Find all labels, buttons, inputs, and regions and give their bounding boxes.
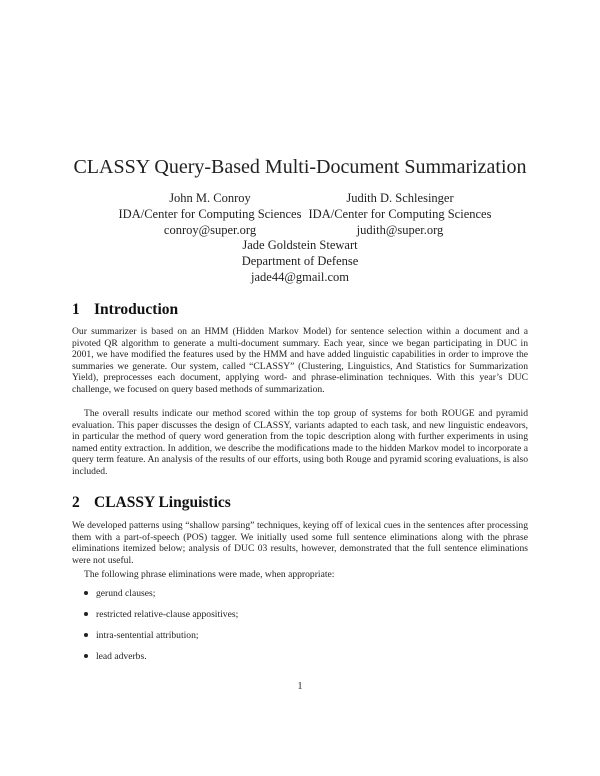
list-item [84, 651, 238, 672]
section-title: CLASSY Linguistics [94, 494, 231, 511]
author-email: jade44@gmail.com [251, 270, 349, 284]
author-block-3 [170, 237, 430, 285]
section-heading-introduction [72, 301, 178, 319]
bullet-icon [84, 654, 88, 658]
section-number: 2 [72, 494, 80, 511]
author-block-2 [290, 190, 510, 238]
section-number: 1 [72, 301, 80, 318]
author-name: John M. Conroy [169, 191, 251, 205]
author-name: Judith D. Schlesinger [346, 191, 454, 205]
list-item [84, 609, 238, 630]
bullet-icon [84, 612, 88, 616]
list-item [84, 588, 238, 609]
section-heading-classy-linguistics [72, 494, 231, 512]
list-item-text: intra-sentential attribution; [96, 630, 199, 641]
author-affiliation: IDA/Center for Computing Sciences [118, 207, 302, 221]
list-item-text: gerund clauses; [96, 588, 156, 599]
author-affiliation: IDA/Center for Computing Sciences [308, 207, 492, 221]
author-affiliation: Department of Defense [241, 254, 359, 268]
page-number: 1 [297, 681, 303, 692]
section-title: Introduction [94, 301, 179, 318]
list-item [84, 630, 238, 651]
intro-paragraph-2: The overall results indicate our method scored within the top group of systems for both ROUGE and pyramid evaluation. This paper discusses the design of CLASSY, variants adapted to each task, and new linguistic endeavors, in particular the method of query word generation from the topic description along with further experiments in using named entity extraction. In addition, we describe the modifications made to the hidden Markov model to incorporate a query term feature. An analysis of the results of our efforts, using both Rouge and pyramid scoring evaluations, is also included. [72, 408, 528, 477]
author-name: Jade Goldstein Stewart [242, 238, 358, 252]
linguistics-paragraph-2: The following phrase eliminations were made, when appropriate: [84, 569, 335, 580]
list-item-text: restricted relative-clause appositives; [96, 609, 239, 620]
linguistics-paragraph-1: We developed patterns using “shallow parsing” techniques, keying off of lexical cues in the sentences after processing them with a part-of-speech (POS) tagger. We initially used some full sentence eliminations along with the phrase eliminations itemized below; analysis of DUC 03 results, however, demonstrated that the full sentence eliminations were not useful. [72, 520, 528, 566]
phrase-elimination-list [84, 588, 238, 672]
paper-title: CLASSY Query-Based Multi-Document Summarization [73, 156, 527, 178]
author-email: judith@super.org [356, 223, 444, 237]
intro-paragraph-1: Our summarizer is based on an HMM (Hidden Markov Model) for sentence selection within a document and a pivoted QR algorithm to generate a multi-document summary. Each year, since we began participating in DUC in 2001, we have modified the features used by the HMM and have added linguistic capabilities in order to improve the summaries we generate. Our system, called “CLASSY” (Clustering, Linguistics, And Statistics for Summarization Yield), preprocesses each document, applying word- and phrase-elimination techniques. With this year’s DUC challenge, we focused on query based methods of summarization. [72, 326, 528, 395]
author-block-1 [110, 190, 310, 238]
list-item-text: lead adverbs. [96, 651, 147, 662]
bullet-icon [84, 633, 88, 637]
author-email: conroy@super.org [163, 223, 257, 237]
bullet-icon [84, 591, 88, 595]
